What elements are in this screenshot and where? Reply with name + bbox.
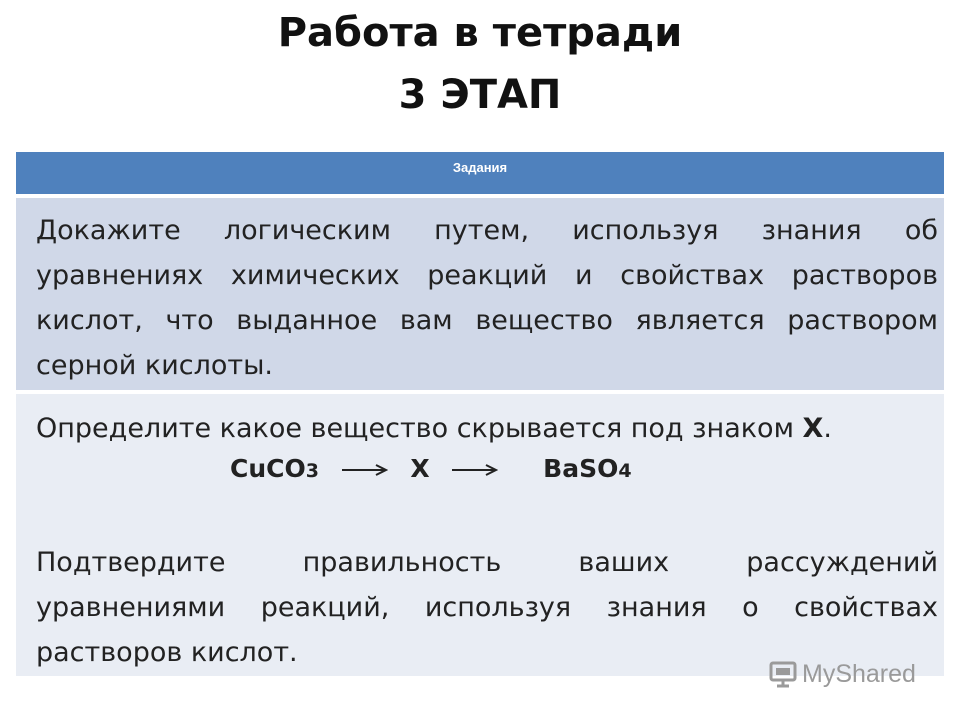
task2-question-suffix: . xyxy=(823,413,832,444)
table-header: Задания xyxy=(16,152,944,194)
slide-title-line2: 3 ЭТАП xyxy=(398,72,562,118)
task1-line-1: Докажите логическим путем, используя знания об xyxy=(36,215,938,246)
slide-title xyxy=(0,2,960,126)
product-subscript: 4 xyxy=(618,459,632,482)
task2-question xyxy=(36,406,938,451)
task2-question-x: X xyxy=(802,413,824,444)
task1-line-2: уравнениях химических реакций и свойствах растворов xyxy=(36,260,938,291)
reactant-formula xyxy=(230,453,319,484)
task-row-2 xyxy=(16,394,944,676)
task1-line-3: кислот, что выданное вам вещество является раствором xyxy=(36,305,938,336)
watermark xyxy=(768,654,916,694)
watermark-text: MyShared xyxy=(802,659,916,688)
product-main: BaSO xyxy=(543,454,619,484)
slide-title-line1: Работа в тетради xyxy=(277,10,683,56)
task1-text xyxy=(36,208,938,388)
product-formula xyxy=(543,453,631,484)
long-right-arrow-icon xyxy=(342,454,388,483)
reactant-main: CuCO xyxy=(230,454,306,484)
intermediate-x: X xyxy=(410,453,430,483)
presentation-board-icon xyxy=(768,659,798,689)
confirm-line-1: Подтвердите правильность ваших рассуждений xyxy=(36,547,938,578)
task-row-1 xyxy=(16,198,944,390)
task2-question-prefix: Определите какое вещество скрывается под знаком xyxy=(36,413,803,444)
long-right-arrow-icon xyxy=(452,454,498,483)
confirm-line-2: уравнениями реакций, используя знания о свойствах xyxy=(36,592,938,623)
reactant-subscript: 3 xyxy=(305,459,319,482)
reaction-scheme xyxy=(230,452,632,492)
confirm-line-3: растворов кислот. xyxy=(36,637,298,668)
task1-line-4: серной кислоты. xyxy=(36,350,274,381)
tasks-table xyxy=(16,152,944,676)
